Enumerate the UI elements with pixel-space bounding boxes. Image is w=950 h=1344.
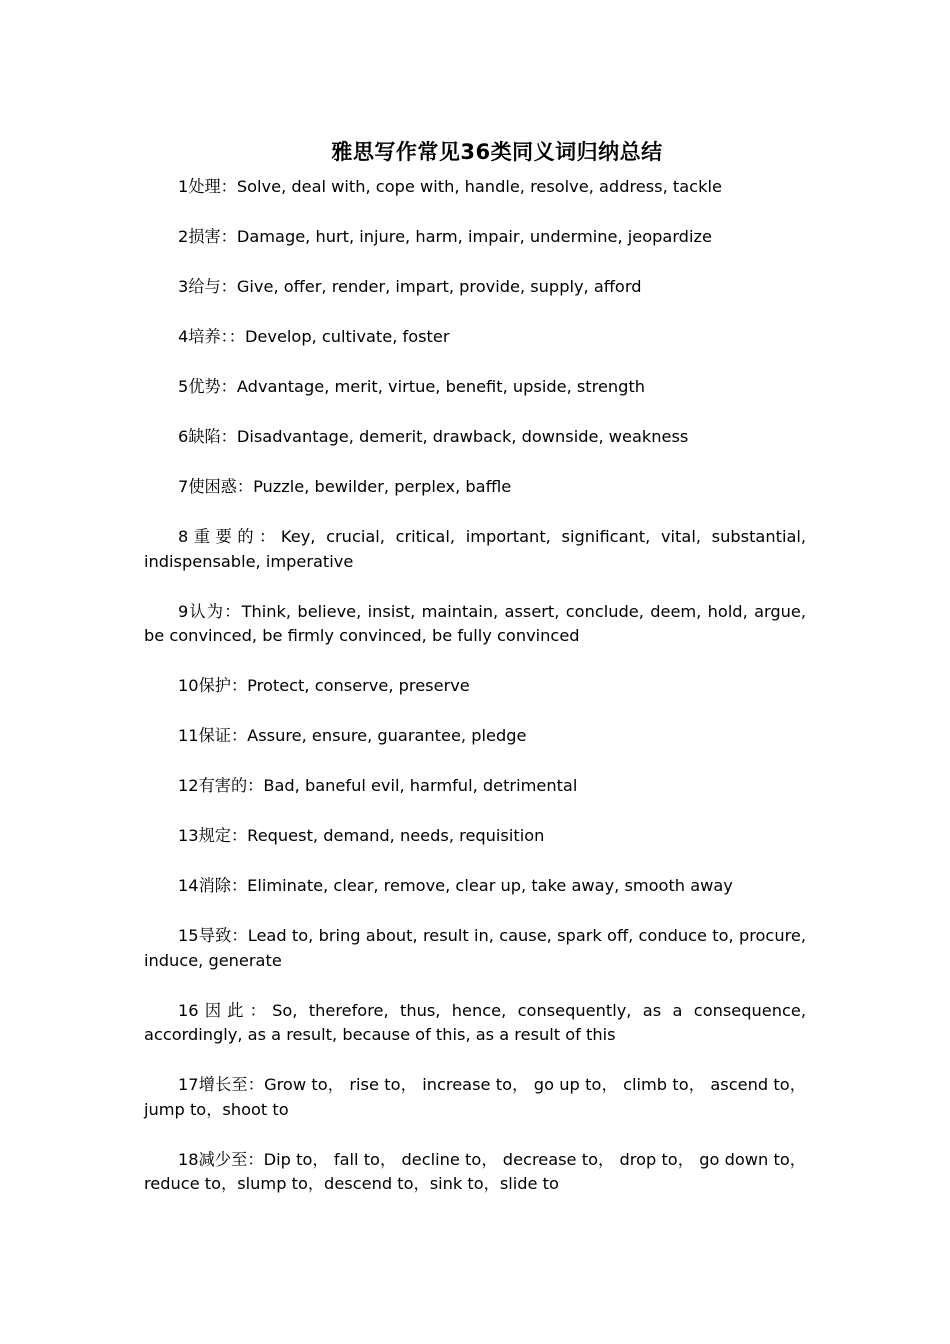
entry-synonyms: Dip to， fall to， decline to， decrease to， drop to， go down to，reduce to，slump to，descend to，sink to，slide to [144, 1149, 806, 1193]
entry-synonyms: Request, demand, needs, requisition [247, 826, 545, 845]
entry-number: 9 [178, 601, 189, 621]
entry-number: 11 [178, 726, 199, 745]
synonym-list [144, 175, 806, 1222]
entry-number: 15 [178, 926, 199, 945]
entry-synonyms: So, therefore, thus, hence, consequently, as a consequence, accordingly, as a result, because of this, as a result of this [144, 1000, 807, 1044]
entry-synonyms: Advantage, merit, virtue, benefit, upside, strength [236, 377, 646, 396]
synonym-entry [144, 225, 806, 250]
synonym-entry [144, 275, 806, 300]
entry-number: 18 [178, 1149, 199, 1169]
entry-synonyms: Bad, baneful evil, harmful, detrimental [263, 776, 578, 795]
entry-number: 13 [178, 826, 199, 845]
entry-number: 3 [178, 277, 189, 296]
entry-term: 损害： [188, 227, 237, 246]
entry-number: 7 [178, 477, 189, 496]
entry-term: 规定： [198, 826, 248, 845]
entry-synonyms: Think, believe, insist, maintain, assert, conclude, deem, hold, argue, be convinced, be firmly convinced, be fully convinced [144, 601, 806, 645]
synonym-entry [144, 724, 806, 749]
entry-synonyms: Key, crucial, critical, important, significant, vital, substantial, indispensable, imperative [144, 527, 807, 571]
synonym-entry [144, 525, 806, 574]
entry-term: 培养：： [188, 327, 245, 346]
entry-term: 保护： [198, 676, 248, 695]
entry-term: 给与： [188, 277, 237, 296]
entry-synonyms: Develop, cultivate, foster [244, 327, 450, 346]
entry-synonyms: Eliminate, clear, remove, clear up, take away, smooth away [247, 876, 733, 895]
entry-term: 消除： [198, 876, 248, 895]
synonym-entry [144, 874, 806, 899]
entry-term: 缺陷： [188, 427, 237, 446]
entry-number: 12 [178, 776, 199, 795]
synonym-entry [144, 425, 806, 450]
entry-number: 2 [178, 227, 189, 246]
entry-synonyms: Solve, deal with, cope with, handle, resolve, address, tackle [236, 177, 722, 196]
entry-number: 5 [178, 377, 189, 396]
synonym-entry [144, 674, 806, 699]
synonym-entry [144, 1148, 806, 1197]
synonym-entry [144, 924, 806, 973]
synonym-entry [144, 475, 806, 500]
entry-synonyms: Assure, ensure, guarantee, pledge [247, 726, 527, 745]
entry-term: 保证： [198, 726, 248, 745]
entry-term: 重要的： [188, 527, 281, 546]
synonym-entry [144, 375, 806, 400]
entry-synonyms: Lead to, bring about, result in, cause, spark off, conduce to, procure, induce, generate [144, 926, 806, 970]
entry-term: 认为： [188, 601, 242, 621]
entry-synonyms: Puzzle, bewilder, perplex, baffle [253, 477, 512, 496]
synonym-entry [144, 999, 806, 1048]
entry-synonyms: Damage, hurt, injure, harm, impair, undermine, jeopardize [236, 227, 712, 246]
entry-number: 6 [178, 427, 189, 446]
entry-synonyms: Give, offer, render, impart, provide, supply, afford [236, 277, 642, 296]
entry-number: 17 [178, 1075, 199, 1094]
entry-number: 1 [178, 177, 189, 196]
entry-number: 14 [178, 876, 199, 895]
document-title: 雅思写作常见36类同义词归纳总结 [331, 140, 663, 164]
synonym-entry [144, 600, 806, 649]
entry-synonyms: Protect, conserve, preserve [247, 676, 470, 695]
synonym-entry [144, 824, 806, 849]
entry-term: 导致： [198, 926, 248, 945]
entry-synonyms: Disadvantage, demerit, drawback, downside, weakness [236, 427, 689, 446]
entry-synonyms: Grow to， rise to， increase to， go up to， climb to， ascend to，jump to，shoot to [144, 1075, 806, 1119]
entry-term: 优势： [188, 377, 237, 396]
synonym-entry [144, 325, 806, 350]
entry-number: 10 [178, 676, 199, 695]
entry-number: 4 [178, 327, 189, 346]
entry-number: 16 [178, 1000, 199, 1020]
synonym-entry [144, 774, 806, 799]
entry-term: 使困惑： [188, 477, 254, 496]
synonym-entry [144, 1073, 806, 1122]
entry-term: 处理： [188, 177, 237, 196]
synonym-entry [144, 175, 806, 200]
entry-term: 减少至： [198, 1149, 264, 1169]
entry-term: 有害的： [198, 776, 264, 795]
entry-term: 增长至： [198, 1075, 265, 1094]
entry-term: 因此： [198, 1000, 273, 1020]
entry-number: 8 [178, 527, 189, 546]
